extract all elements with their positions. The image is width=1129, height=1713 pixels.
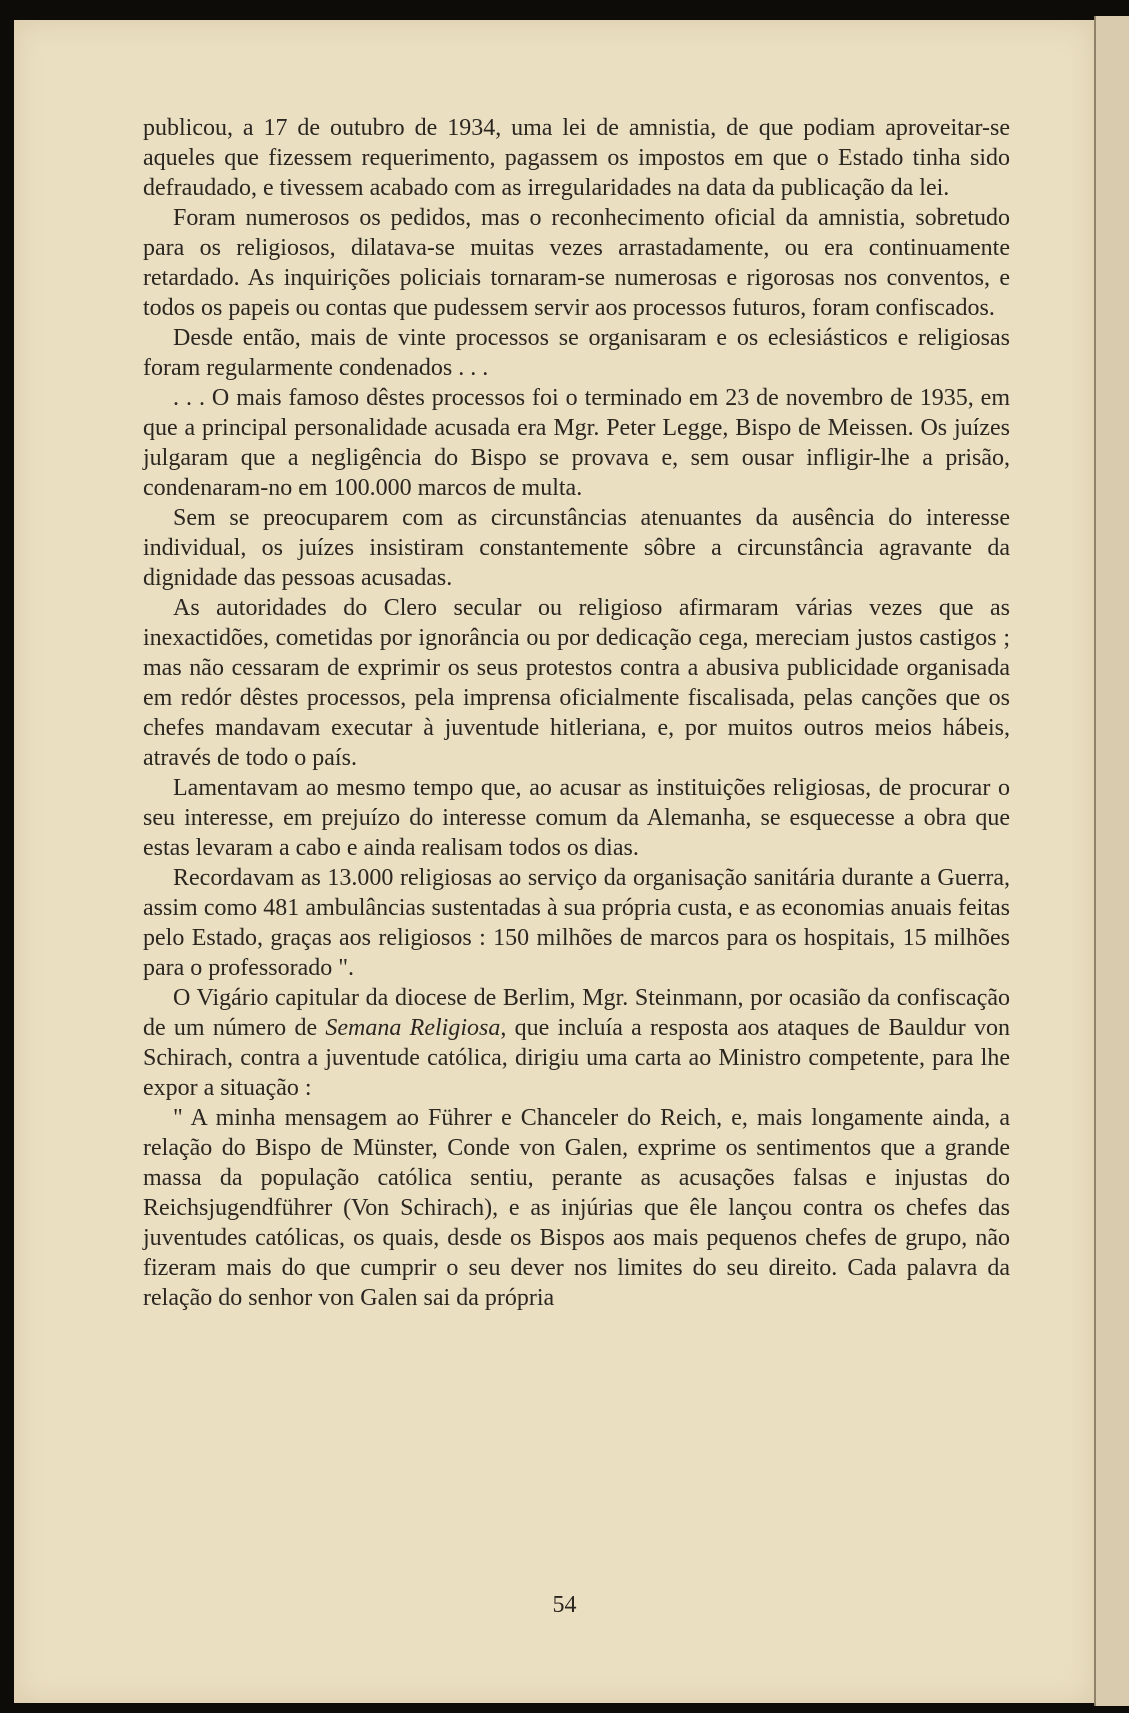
page-number: 54 <box>552 1592 577 1618</box>
vigario-text-after: , que incluía a resposta aos ataques de Bauldur von Schirach, contra a juventude católica, dirigiu uma carta ao Ministro competente, para lhe expor a situação : <box>143 1015 1011 1101</box>
next-page-edge <box>1094 16 1129 1706</box>
paragraph-amnistia-law: publicou, a 17 de outubro de 1934, uma lei de amnistia, de que podiam aproveitar-se aqueles que fizessem requerimento, pagassem os impostos em que o Estado tinha sido defraudado, e tivessem acabado com as irregularidades na data da publicação da lei. <box>143 115 1010 201</box>
paragraph-lamentavam: Lamentavam ao mesmo tempo que, ao acusar as instituições religiosas, de procurar o seu interesse, em prejuízo do interesse comum da Alemanha, se esquecesse a obra que estas levaram a cabo e ainda realisam todos os dias. <box>143 775 1010 861</box>
paragraph-recordavam: Recordavam as 13.000 religiosas ao serviço da organisação sanitária durante a Guerra, assim como 481 ambulâncias sustentadas à sua própria custa, e as economias anuais feitas pelo Estado, graças aos religiosos : 150 milhões de marcos para os hospitais, 15 milhões para o professorado ". <box>143 865 1010 981</box>
paragraph-legge-trial: . . . O mais famoso dêstes processos foi o terminado em 23 de novembro de 1935, em que a principal personalidade acusada era Mgr. Peter Legge, Bispo de Meissen. Os juízes julgaram que a negligência do Bispo se provava e, sem ousar infligir-lhe a prisão, condenaram-no em 100.000 marcos de multa. <box>143 385 1010 501</box>
vigario-text-before: O Vigário capitular da diocese de Berlim, Mgr. Steinmann, por ocasião da confiscação de um número de <box>143 985 1010 1041</box>
paragraph-vigario <box>143 983 1010 1103</box>
paragraph-pedidos: Foram numerosos os pedidos, mas o reconhecimento oficial da amnistia, sobretudo para os religiosos, dilatava-se muitas vezes arrastadamente, ou era continuamente retardado. As inquirições policiais tornaram-se numerosas e rigorosas nos conventos, e todos os papeis ou contas que pudessem servir aos processos futuros, foram confiscados. <box>143 205 1010 321</box>
paragraph-processos: Desde então, mais de vinte processos se organisaram e os eclesiásticos e religiosas foram regularmente condenados . . . <box>143 325 1010 381</box>
paragraph-circunstancias: Sem se preocuparem com as circunstâncias atenuantes da ausência do interesse individual, os juízes insistiram constantemente sôbre a circunstância agravante da dignidade das pessoas acusadas. <box>143 505 1010 591</box>
paragraph-autoridades: As autoridades do Clero secular ou religioso afirmaram várias vezes que as inexactidões, cometidas por ignorância ou por dedicação cega, mereciam justos castigos ; mas não cessaram de exprimir os seus protestos contra a abusiva publicidade organisada em redór dêstes processos, pela imprensa oficialmente fiscalisada, pelas canções que os chefes mandavam executar à juventude hitleriana, e, por muitos outros meios hábeis, através de todo o país. <box>143 595 1010 771</box>
paragraph-quote: " A minha mensagem ao Führer e Chanceler do Reich, e, mais longamente ainda, a relação do Bispo de Münster, Conde von Galen, exprime os sentimentos que a grande massa da população católica sentiu, perante as acusações falsas e injustas do Reichsjugendführer (Von Schirach), e as injúrias que êle lançou contra os chefes das juventudes católicas, os quais, desde os Bispos aos mais pequenos chefes de grupo, não fizeram mais do que cumprir o seu dever nos limites do seu direito. Cada palavra da relação do senhor von Galen sai da própria <box>143 1105 1010 1311</box>
vigario-publication-title: Semana Religiosa <box>325 1015 501 1041</box>
body-text <box>143 113 1010 1313</box>
